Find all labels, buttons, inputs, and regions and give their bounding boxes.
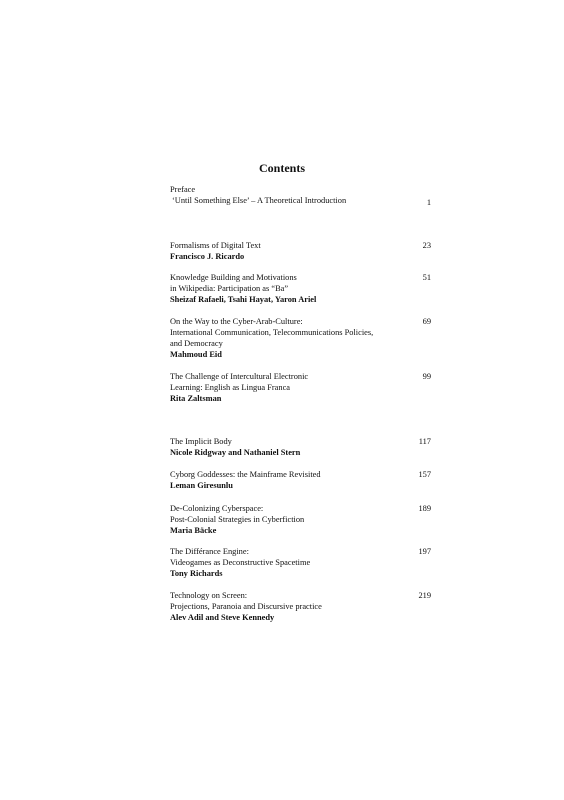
entry-author: Sheizaf Rafaeli, Tsahi Hayat, Yaron Ariel: [170, 295, 317, 304]
page-number: 1: [426, 198, 431, 207]
entry-author: Tony Richards: [170, 569, 223, 578]
page-number: 51: [422, 273, 431, 282]
page-number: 197: [418, 547, 431, 556]
toc-entry-decolonizing[interactable]: [170, 503, 431, 536]
toc-entry-cyber-arab[interactable]: [170, 316, 431, 360]
page-number: 219: [418, 591, 431, 600]
entry-title-line: Post-Colonial Strategies in Cyberfiction: [170, 515, 305, 524]
entry-title-line: On the Way to the Cyber-Arab-Culture:: [170, 317, 303, 326]
page-title: Contents: [258, 161, 305, 175]
entry-title-line: ‘Until Something Else’ – A Theoretical Introduction: [172, 196, 347, 205]
toc-entry-differance[interactable]: [170, 546, 431, 579]
entry-title-line: The Implicit Body: [170, 437, 232, 446]
entry-title-line: Technology on Screen:: [170, 591, 248, 600]
page-number: 117: [418, 437, 431, 446]
entry-author: Alev Adil and Steve Kennedy: [170, 613, 275, 622]
toc-entry-technology-screen[interactable]: [170, 590, 431, 623]
page-number: 23: [422, 241, 431, 250]
entry-title-line: The Challenge of Intercultural Electronic: [170, 372, 309, 381]
entry-title-line: De-Colonizing Cyberspace:: [170, 504, 264, 513]
entry-author: Leman Giresunlu: [170, 481, 233, 490]
entry-title-line: Learning: English as Lingua Franca: [170, 383, 291, 392]
entry-title-line: Projections, Paranoia and Discursive practice: [170, 602, 322, 611]
entry-author: Rita Zaltsman: [170, 394, 222, 403]
entry-title-line: and Democracy: [170, 339, 223, 348]
entry-title-line: Preface: [170, 185, 196, 194]
page-number: 189: [418, 504, 431, 513]
toc-entry-wikipedia[interactable]: [170, 272, 431, 305]
entry-title-line: Cyborg Goddesses: the Mainframe Revisited: [170, 470, 321, 479]
entry-title-line: Knowledge Building and Motivations: [170, 273, 297, 282]
page-number: 99: [422, 372, 431, 381]
entry-author: Francisco J. Ricardo: [170, 252, 245, 261]
toc-entry-implicit-body[interactable]: [170, 436, 431, 458]
entry-title-line: International Communication, Telecommunications Policies,: [170, 328, 374, 337]
toc-entry-preface[interactable]: [170, 184, 431, 206]
toc-entry-cyborg[interactable]: [170, 469, 431, 491]
toc-entry-formalisms[interactable]: [170, 240, 431, 262]
entry-title-line: Formalisms of Digital Text: [170, 241, 261, 250]
entry-author: Mahmoud Eid: [170, 350, 222, 359]
page-number: 69: [422, 317, 431, 326]
page-number: 157: [418, 470, 431, 479]
entry-author: Maria Bäcke: [170, 526, 217, 535]
entry-title-line: in Wikipedia: Participation as “Ba”: [170, 284, 289, 293]
entry-title-line: Videogames as Deconstructive Spacetime: [170, 558, 311, 567]
entry-title-line: The Différance Engine:: [170, 547, 249, 556]
toc-entry-intercultural[interactable]: [170, 371, 431, 404]
entry-author: Nicole Ridgway and Nathaniel Stern: [170, 448, 301, 457]
